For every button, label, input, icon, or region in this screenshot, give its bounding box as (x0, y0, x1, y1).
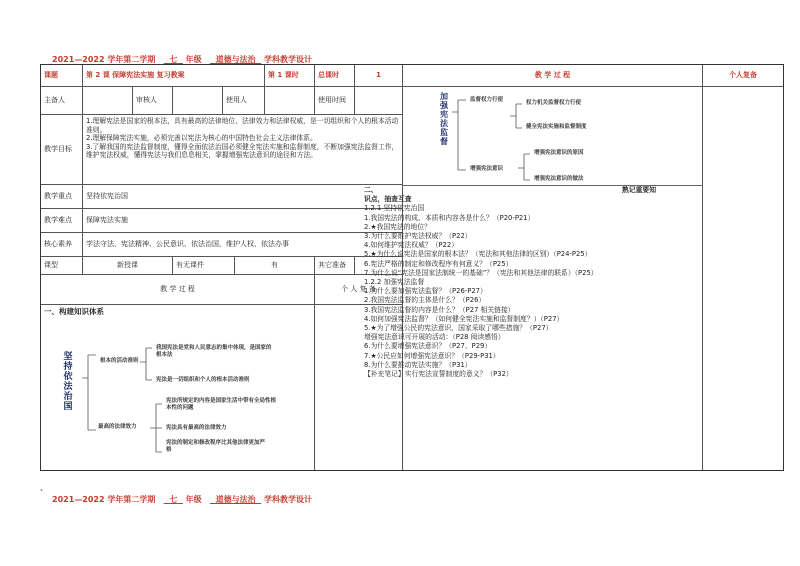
mindmap-left-b1: 根本的活动准则 (100, 358, 139, 364)
knowledge-system-title: 一、构建知识体系 (44, 307, 104, 316)
goal-item: 1.理解宪法是国家的根本法，具有最高的法律地位、法律效力和法律权威，是一切组织和个人的根本活动准则。 (86, 117, 399, 134)
difficult-label: 教学难点 (41, 209, 83, 233)
key-content: 坚持依宪治国 (83, 185, 403, 209)
difficult-content: 保障宪法实施 (83, 209, 403, 233)
review-list (364, 186, 656, 379)
footer-years: 2021—2022 学年第二学期 (52, 495, 156, 504)
core-content: 学法守法、宪法精神、公民意识、依法治国，维护人权、依法办事 (83, 233, 403, 257)
personal-header: 个人复备 (703, 65, 783, 87)
lesson-title: 第 2 课 保障宪法实施 复习教案 (83, 65, 265, 87)
mindmap-left-b2: 最高的法律效力 (98, 424, 137, 430)
review-item: 7.★公民应如何增强宪法意识？（P29-P31） (364, 351, 500, 360)
review-item: 8.为什么要推动宪法实施？（P31） (364, 360, 472, 369)
review-item: 5.★为了增强公民的宪法意识，国家采取了哪些措施？（P27） (364, 324, 553, 333)
courseware-value: 有 (235, 257, 315, 275)
other-label: 其它准备 (315, 257, 355, 275)
mindmap-right-b2a: 增强宪法意识的原因 (534, 150, 584, 156)
type-label: 课型 (41, 257, 83, 275)
review-item: 1.2.1 坚持依宪治国 (364, 204, 425, 213)
mindmap-right-b1a: 权力机关监督权力行使 (526, 100, 582, 106)
mindmap-right-root: 加强宪法监督 (440, 92, 448, 146)
mindmap-left-b2a: 宪法所规定的内容是国家生活中带有全局性根本性的问题 (166, 398, 277, 411)
review-item: 6.宪法严格的制定和修改程序有何意义？（P25） (364, 259, 513, 268)
header-title-suffix: 学科教学设计 (263, 55, 312, 64)
review-item: 1.我国宪法的构成、本质和内容各是什么？（P20-P21） (364, 213, 535, 222)
review-item: 3.我国宪法监督的内容是什么？（P27 相关链接） (364, 305, 515, 314)
total-label: 总课时 (315, 65, 355, 87)
reviewer-label: 审核人 (133, 87, 173, 115)
goal-item: 3.了解我国的宪法监督制度，懂得全面依法治国必须健全宪法实施和监督制度，不断加强宪法监督工作，维护宪法权威，懂得宪法与我们息息相关，掌握增强宪法意识的途径和方法。 (86, 142, 399, 160)
key-label: 教学重点 (41, 185, 83, 209)
review-item: 增强宪法意识可开展的活动：（P28 阅读感悟） (364, 333, 505, 342)
mindmap-right-b2: 增强宪法意识 (470, 166, 504, 172)
review-section-heading (364, 186, 656, 195)
review-section-subheading: 识点，抽查互查 (364, 195, 412, 204)
mindmap-right-b1b: 健全宪法实施和监督制度 (526, 124, 587, 130)
mindmap-left-b1a: 我国宪法是党和人民意志的集中体现，是国家的根本法 (156, 345, 272, 358)
user-label: 使用人 (223, 87, 265, 115)
lesson-label: 课题 (41, 65, 83, 87)
review-section-right: 熟记重要知 (622, 186, 656, 194)
mindmap-left-b2b: 宪法具有最高的法律效力 (166, 425, 227, 431)
footer-title-suffix: 学科教学设计 (263, 495, 312, 504)
usetime-label: 使用时间 (315, 87, 355, 115)
review-item: 2.我国宪法监督的主体是什么？（P26） (364, 296, 486, 305)
bottom-process-header: 教 学 过 程 (41, 275, 315, 305)
mindmap-left-root: 坚持依法治国 (63, 352, 73, 412)
review-section-label: 二、 (364, 186, 378, 194)
footer-grade-suffix: 年级 (185, 495, 202, 504)
mindmap-right-b2b: 增强宪法意识的做法 (534, 176, 584, 182)
total-value: 1 (355, 65, 403, 87)
stray-mark: 、 (40, 483, 48, 492)
mindmap-left-b1b: 宪法是一切组织和个人的根本活动准则 (156, 377, 250, 383)
header-grade-suffix: 年级 (185, 55, 202, 64)
preparer-label: 主备人 (41, 87, 83, 115)
header-subject: 道德与法治 (215, 55, 256, 64)
review-item: 3.为什么要维护宪法权威？（P22） (364, 232, 472, 241)
type-value: 新授课 (83, 257, 173, 275)
review-item: 【补充笔记】实行宪法宣誓制度的意义？（P32） (364, 370, 513, 379)
review-item: 2.★我国宪法的地位？ (364, 222, 431, 231)
review-item: 1.为什么要加强宪法监督？（P26-P27） (364, 287, 487, 296)
process-header: 教 学 过 程 (403, 65, 703, 87)
mindmap-right-b1: 监督权力行使 (470, 97, 504, 103)
header-grade: 七 (169, 55, 178, 64)
bottom-personal-header: 个 人 复 备 (315, 275, 403, 305)
review-item: 4.如何维护宪法权威？（P22） (364, 241, 458, 250)
core-label: 核心素养 (41, 233, 83, 257)
goal-item: 2.理解保障宪法实施，必须完善以宪法为核心的中国特色社会主义法律体系。 (86, 134, 317, 143)
review-item: 1.2.2 加强宪法监督 (364, 278, 425, 287)
goals-label: 教学目标 (41, 115, 83, 185)
review-item: 6.为什么要增强宪法意识？（P27、P29） (364, 342, 492, 351)
review-item: 4.如何加强宪法监督？（如何健全宪法实施和监督制度？）（P27） (364, 314, 564, 323)
footer-subject: 道德与法治 (215, 495, 256, 504)
header-years: 2021—2022 学年第二学期 (52, 55, 156, 64)
footer-grade: 七 (169, 495, 178, 504)
page-footer-header (52, 494, 312, 505)
courseware-label: 有无课件 (173, 257, 235, 275)
lesson-number: 第 1 课时 (265, 65, 315, 87)
review-item: 5.★为什么说宪法是国家的根本法？（宪法和其他法律的区别）（P24-P25） (364, 250, 592, 259)
review-item: 7.为什么说“宪法是国家法制统一的基础”？（宪法和其他法律的联系）（P25） (364, 268, 598, 277)
mindmap-left-b2c: 宪法的制定和修改程序比其他法律更加严格 (166, 440, 266, 453)
